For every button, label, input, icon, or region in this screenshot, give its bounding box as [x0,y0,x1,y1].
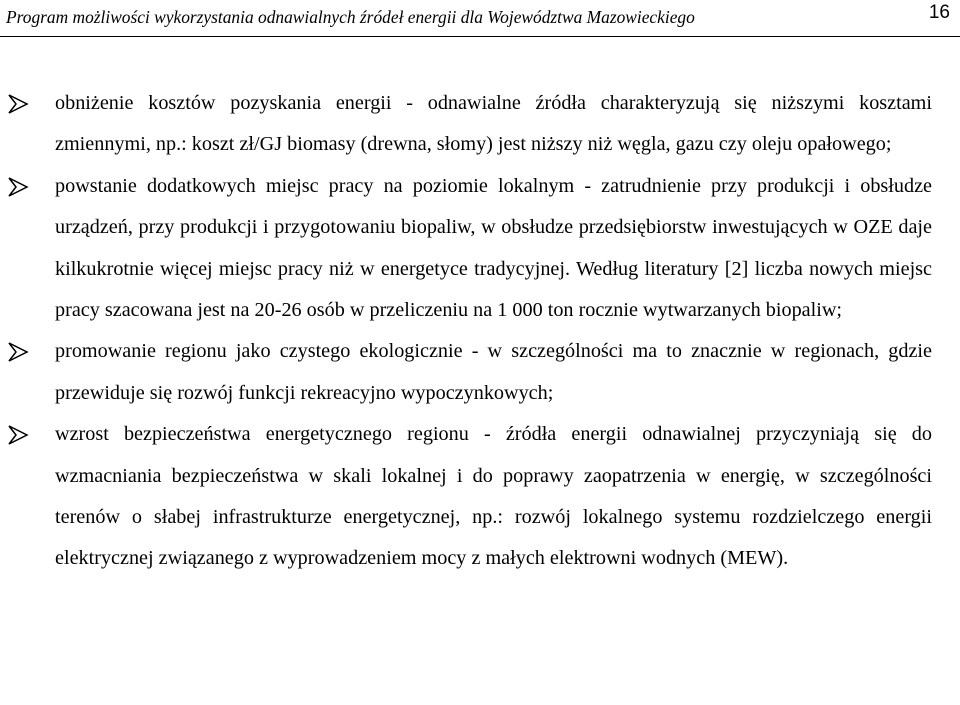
header-divider [0,36,960,37]
arrowhead-bullet-icon [7,94,29,114]
list-item [0,414,960,580]
arrowhead-bullet-icon [7,342,29,362]
list-item-text: powstanie dodatkowych miejsc pracy na poziomie lokalnym - zatrudnienie przy produkcji i obsłudze urządzeń, przy produkcji i przygotowaniu biopaliw, w obsłudze przedsiębiorstw inwestujących w OZE daje kilkukrotnie więcej miejsc pracy niż w energetyce tradycyjnej. Według literatury [2] liczba nowych miejsc pracy szacowana jest na 20-26 osób w przeliczeniu na 1 000 ton rocznie wytwarzanych biopaliw; [55,174,932,322]
list-item [0,331,960,414]
header-title: Program możliwości wykorzystania odnawialnych źródeł energii dla Województwa Mazowieckiego [6,7,695,27]
list-item-text: wzrost bezpieczeństwa energetycznego regionu - źródła energii odnawialnej przyczyniają się do wzmacniania bezpieczeństwa w skali lokalnej i do poprawy zaopatrzenia w energię, w szczególności terenów o słabej infrastrukturze energetycznej, np.: rozwój lokalnego systemu rozdzielczego energii elektrycznej związanego z wyprowadzeniem mocy z małych elektrowni wodnych (MEW). [55,423,932,570]
list-item-text: promowanie regionu jako czystego ekologicznie - w szczególności ma to znacznie w regionach, gdzie przewiduje się rozwój funkcji rekreacyjno wypoczynkowych; [55,340,932,404]
arrowhead-bullet-icon [7,177,29,197]
list-item [0,166,960,332]
list-item [0,83,960,166]
page-header [0,0,960,38]
list-item-text: obniżenie kosztów pozyskania energii - odnawialne źródła charakteryzują się niższymi kosztami zmiennymi, np.: koszt zł/GJ biomasy (drewna, słomy) jest niższy niż węgla, gazu czy oleju opałowego; [55,92,932,156]
arrowhead-bullet-icon [7,425,29,445]
document-body [0,83,960,580]
page-number: 16 [928,2,950,23]
